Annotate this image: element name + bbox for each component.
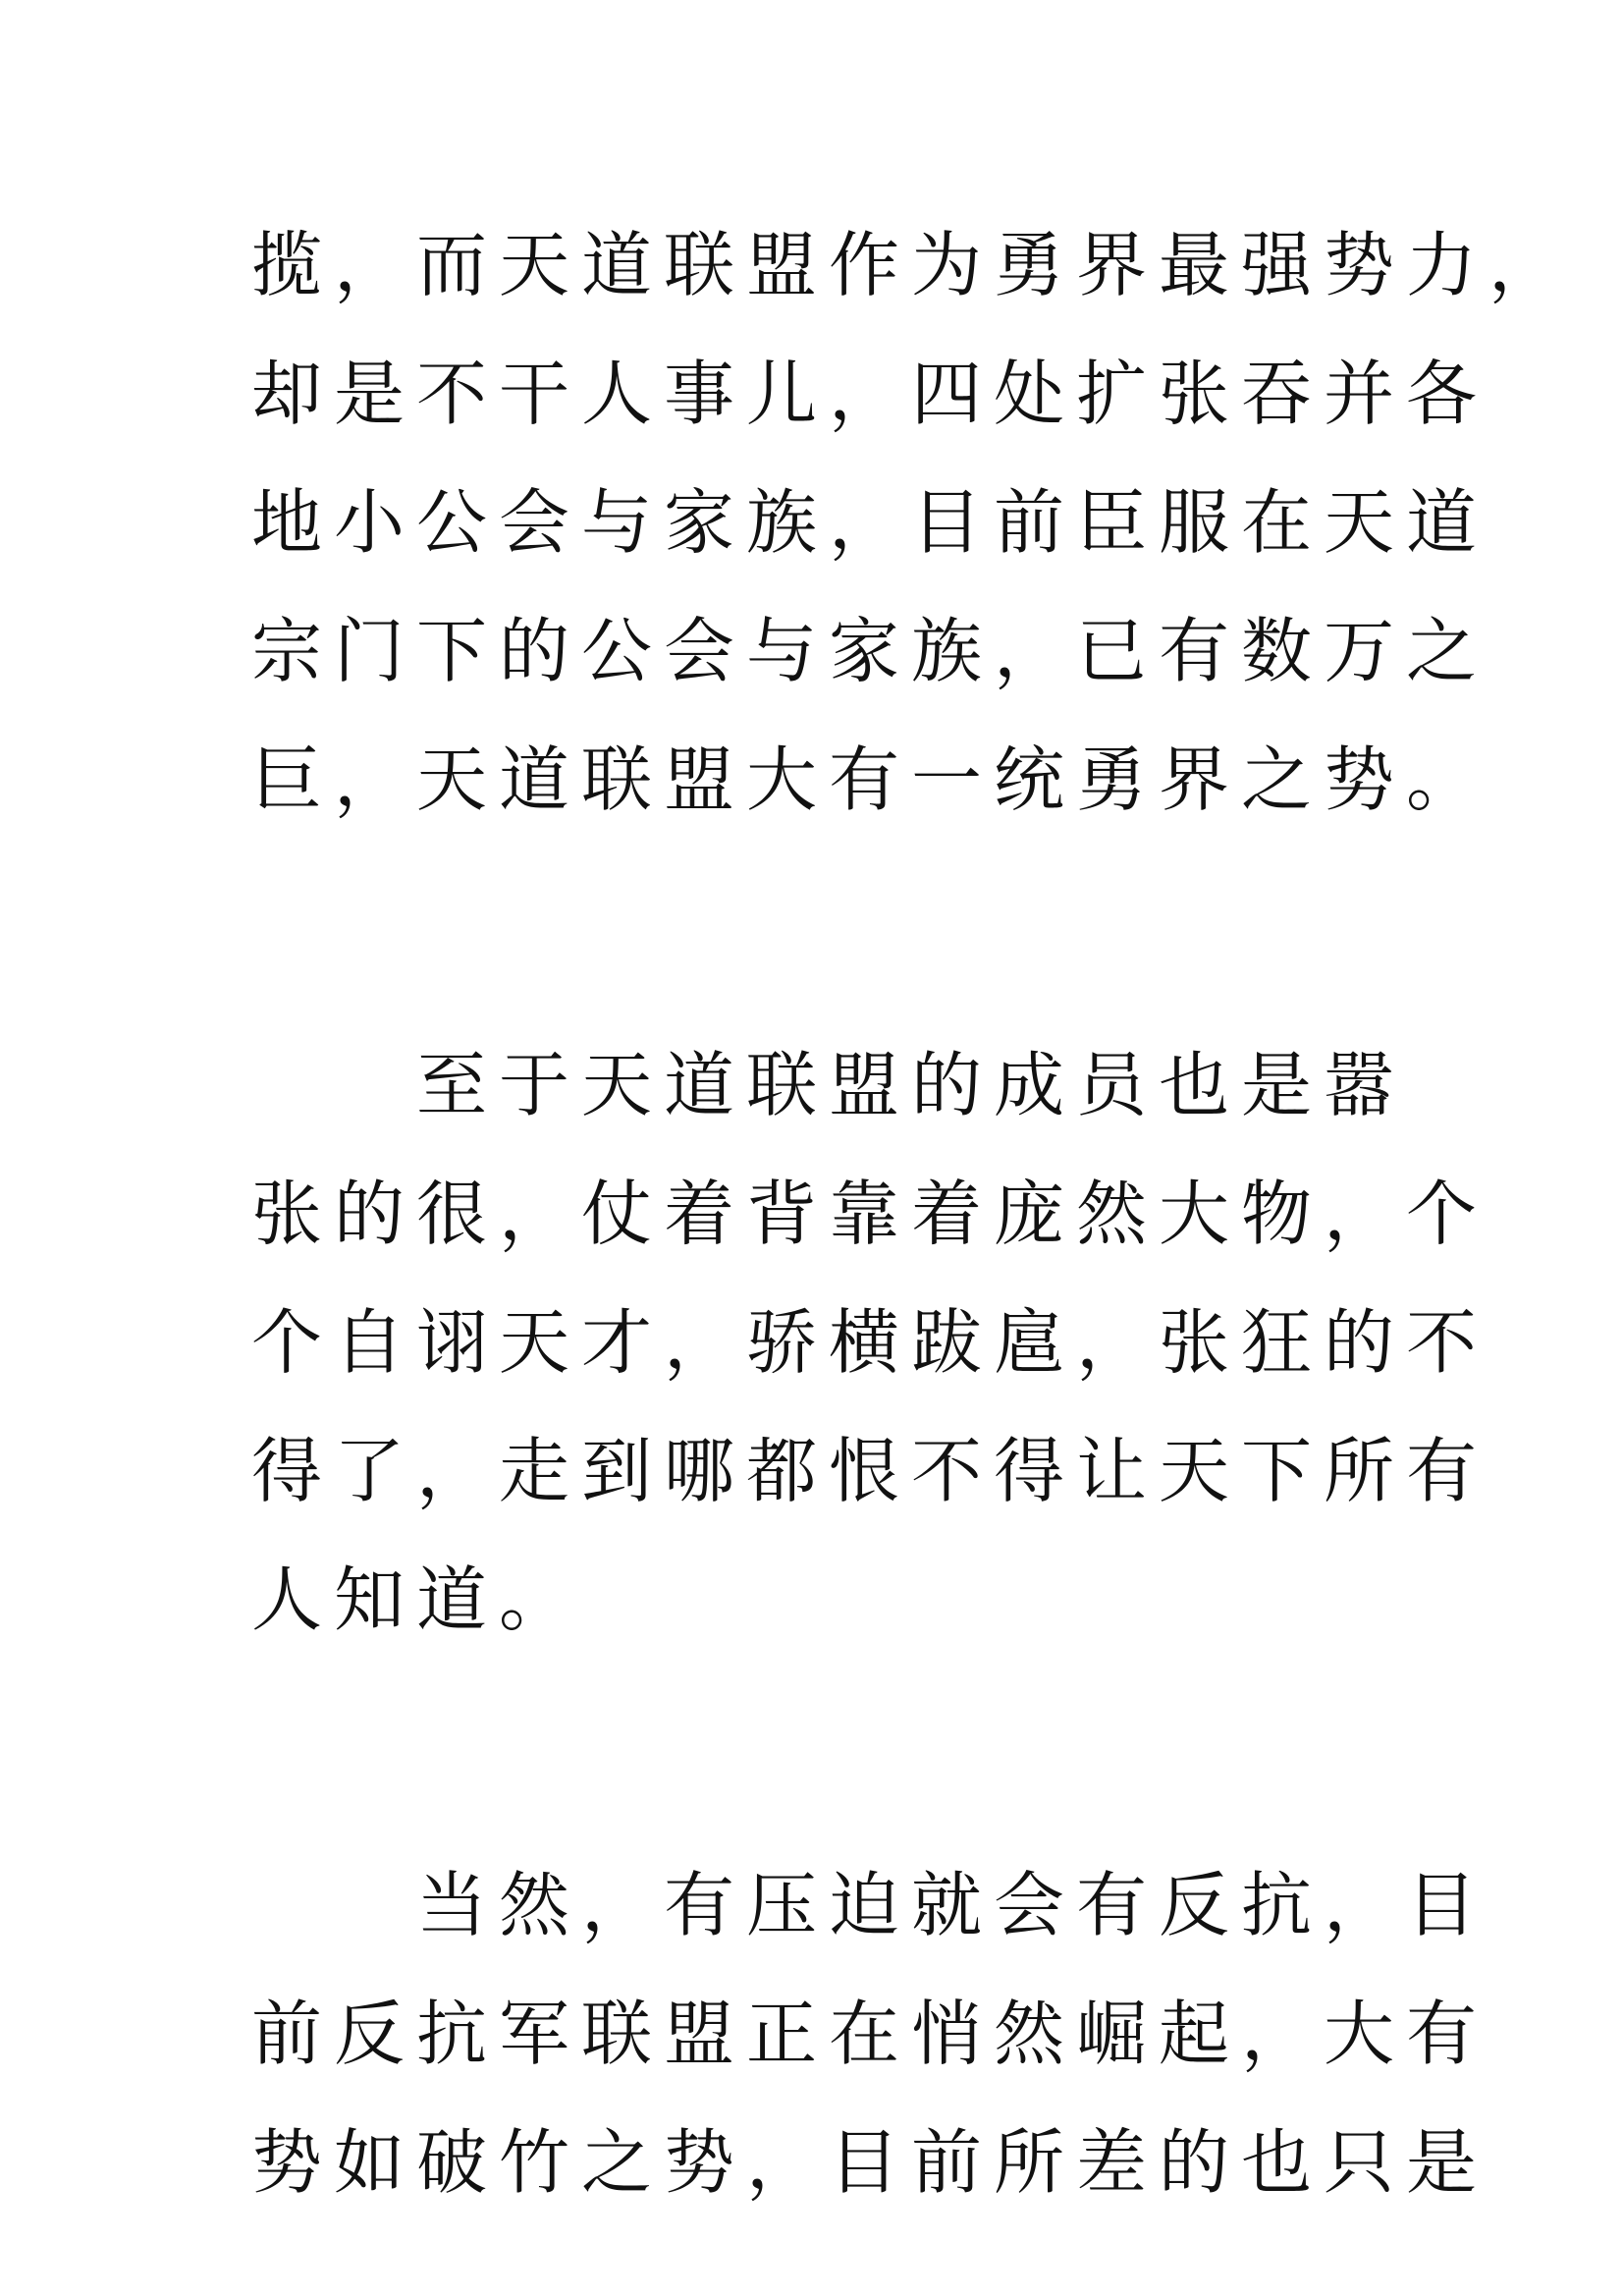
paragraph-gap — [251, 1665, 1430, 1841]
text-line: 张的很，仗着背靠着庞然大物，个 — [251, 1173, 1489, 1255]
text-line: 揽，而天道联盟作为勇界最强势力， — [251, 224, 1572, 306]
paragraph — [251, 1021, 1489, 1665]
text-line: 至于天道联盟的成员也是嚣 — [251, 1044, 1407, 1126]
paragraph — [251, 201, 1572, 845]
text-line: 势如破竹之势，目前所差的也只是 — [251, 2121, 1489, 2204]
paragraph — [251, 1841, 1489, 2227]
text-line: 前反抗军联盟正在悄然崛起，大有 — [251, 1993, 1489, 2075]
text-line: 人知道。 — [251, 1558, 582, 1641]
text-line: 当然，有压迫就会有反抗，目 — [251, 1864, 1489, 1946]
text-line: 个自诩天才，骄横跋扈，张狂的不 — [251, 1301, 1489, 1384]
text-line: 宗门下的公会与家族，已有数万之 — [251, 610, 1489, 692]
text-line: 巨，天道联盟大有一统勇界之势。 — [251, 738, 1489, 821]
body-text — [251, 201, 1572, 2227]
text-line: 却是不干人事儿，四处扩张吞并各 — [251, 353, 1489, 435]
paragraph-gap — [251, 845, 1430, 1021]
text-line: 得了，走到哪都恨不得让天下所有 — [251, 1430, 1489, 1512]
text-line: 地小公会与家族，目前臣服在天道 — [251, 481, 1489, 564]
